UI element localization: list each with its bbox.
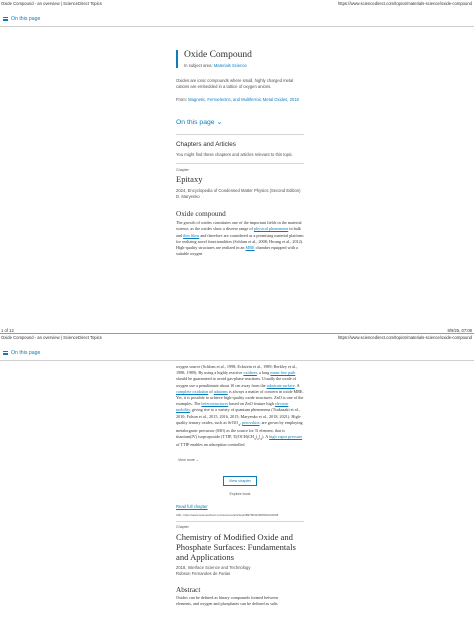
top-divider-2 (0, 360, 474, 361)
subject-prefix: In subject area: (184, 63, 213, 68)
print-header-page-1 (0, 0, 474, 8)
chapter-source-2[interactable]: 2018, Interface Science and Technology (176, 564, 251, 570)
subject-area-link[interactable]: Materials Science (213, 63, 247, 68)
page-counter: 1 of 12 (1, 328, 14, 333)
view-more-toggle[interactable] (176, 458, 304, 462)
complete-oxidation-link[interactable]: complete oxidation (176, 388, 209, 394)
oxidizer-link[interactable]: oxidizer (243, 370, 257, 376)
physical-phenomena-link[interactable]: physical phenomena (253, 226, 289, 232)
mbe-link[interactable]: MBE (245, 245, 255, 251)
chapters-subtext: You might find these chapters and articles relevant to this topic. (176, 151, 294, 157)
from-prefix: From: (176, 97, 187, 103)
mean-free-path-link[interactable]: mean free path (270, 370, 296, 376)
view-more-label: View more (178, 458, 195, 463)
from-source-link[interactable]: Magnetic, Ferroelectric, and Multiferroic Metal Oxides, 2018 (188, 97, 299, 103)
article-column-page-1 (176, 50, 304, 257)
chapter-source[interactable]: 2024, Encyclopedia of Condensed Matter Physics (Second Edition) (176, 187, 301, 193)
subject-area (184, 63, 304, 68)
chapter-divider (176, 163, 304, 164)
abstract-heading: Abstract (176, 585, 201, 594)
print-header-page-2 (0, 334, 474, 342)
chapter-actions (176, 469, 304, 496)
page-title: Oxide Compound (184, 50, 252, 60)
abstract-line-2: elements, and oxygen and phosphates can be defined as salts (176, 601, 278, 607)
print-header-title: Oxide Compound - an overview | ScienceDirect Topics (1, 1, 102, 6)
thin-films-link[interactable]: thin films (183, 232, 200, 238)
chapter-label: Chapter (176, 167, 189, 172)
on-this-page-top-label: On this page (11, 16, 41, 22)
high-vapor-pressure-link[interactable]: high vapor pressure (269, 434, 303, 440)
title-block (176, 50, 304, 68)
section-title: Oxide compound (176, 210, 226, 219)
print-header-title-2: Oxide Compound - an overview | ScienceDirect Topics (1, 335, 102, 340)
chapter-title-link[interactable]: Epitaxy (176, 173, 203, 184)
abstract-line-1: Oxides can be defined as binary compounds formed between (176, 594, 279, 600)
chapter-url[interactable]: URL: https://www.sciencedirect.com/science/article/pii/B9780323908001000008 (176, 512, 279, 517)
perovskite-link[interactable]: perovskite (242, 419, 260, 425)
electron-mobility-link[interactable]: electron mobility (176, 401, 289, 413)
on-this-page-bar-2[interactable] (3, 350, 40, 356)
on-this-page-top-label-2: On this page (11, 350, 41, 356)
print-header-url-2: https://www.sciencedirect.com/topics/materials-science/oxide-compound (337, 335, 472, 340)
explore-book-link[interactable]: Explore book (229, 492, 251, 497)
top-divider (0, 26, 474, 27)
menu-icon (3, 16, 8, 21)
print-timestamp: 8/9/25, 07:08 (447, 328, 472, 333)
menu-icon (3, 350, 8, 355)
substrate-surface-link[interactable]: substrate surface (266, 382, 295, 388)
on-this-page-toggle[interactable] (176, 118, 304, 126)
on-this-page-bar[interactable] (3, 16, 40, 22)
read-full-chapter-label: Read full chapter (176, 504, 208, 510)
chapter-author: D. Maryenko (176, 194, 200, 200)
intro-text: Oxides are ionic compounds where small, highly charged metal cations are embedded in a lattice of oxygen anions. (176, 78, 294, 90)
from-source (176, 97, 304, 103)
chapter-divider-2 (176, 521, 304, 522)
chevron-down-icon: ⌄ (216, 118, 223, 126)
section-body-continued: oxygen source (Schlom et al., 1998; Eckstein et al., 1989; Berkley et al., 1988, 1989). By using a highly reactive oxidizer, a long mean free path should be guaranteed to avoid gas-phase reactions. Usually the oxide of oxygen use a penultimate about 10 cm away from the substrate surface. A complete oxidation of adatoms is always a matter of concern in oxide MBE. Yet, it is possible to achieve high-quality oxide structures. ZnO is one of the examples. The heterostructures based on ZnO feature high electron mobility, giving rise to a variety of quantum phenomena (Tsukazaki et al., 2010; Falson et al., 2015, 2016, 2015; Maryenko et al., 2018, 2021). High-quality ternary oxides, such as SrTiO$_3$, perovskite, are grown by employing metalorganic precursor (MO) as the source for Ti element, that is titanium(IV) isopropoxide (TTIP, $Ti[OCH(CH_3)_2]_4$). A high vapor pressure of TTIP enables an adsorption controlled (176, 364, 304, 448)
print-header-url: https://www.sciencedirect.com/topics/materials-science/oxide-compound (337, 1, 472, 6)
section-divider (176, 134, 304, 135)
article-column-page-2 (176, 364, 304, 607)
section-body: The growth of oxides constitutes one of the important fields in the material science, as the oxides show a diverse range of physical phenomena in bulk and thin films and therefore are considered as a promising material platform for realizing novel functionalities (Schlom et al., 2008; Hwang et al., 2012). High-quality structures are realized in an MBE chamber equipped with a suitable oxygen (176, 220, 304, 257)
chevron-down-icon: ⌄ (195, 458, 199, 463)
chapter-title-link-2[interactable]: Chemistry of Modified Oxide and Phosphate Surfaces: Fundamentals and Applications (176, 531, 296, 562)
adatoms-link[interactable]: adatoms (213, 388, 228, 394)
chapter-author-2: Robson Fernandes de Farias (176, 570, 231, 576)
on-this-page-label: On this page (176, 118, 215, 126)
view-chapter-button[interactable]: View chapter (223, 476, 257, 486)
chapters-heading: Chapters and Articles (176, 140, 236, 148)
heterostructures-link[interactable]: heterostructures (201, 401, 229, 407)
chapter-label-2: Chapter (176, 524, 189, 529)
read-full-chapter-link[interactable] (176, 504, 304, 510)
